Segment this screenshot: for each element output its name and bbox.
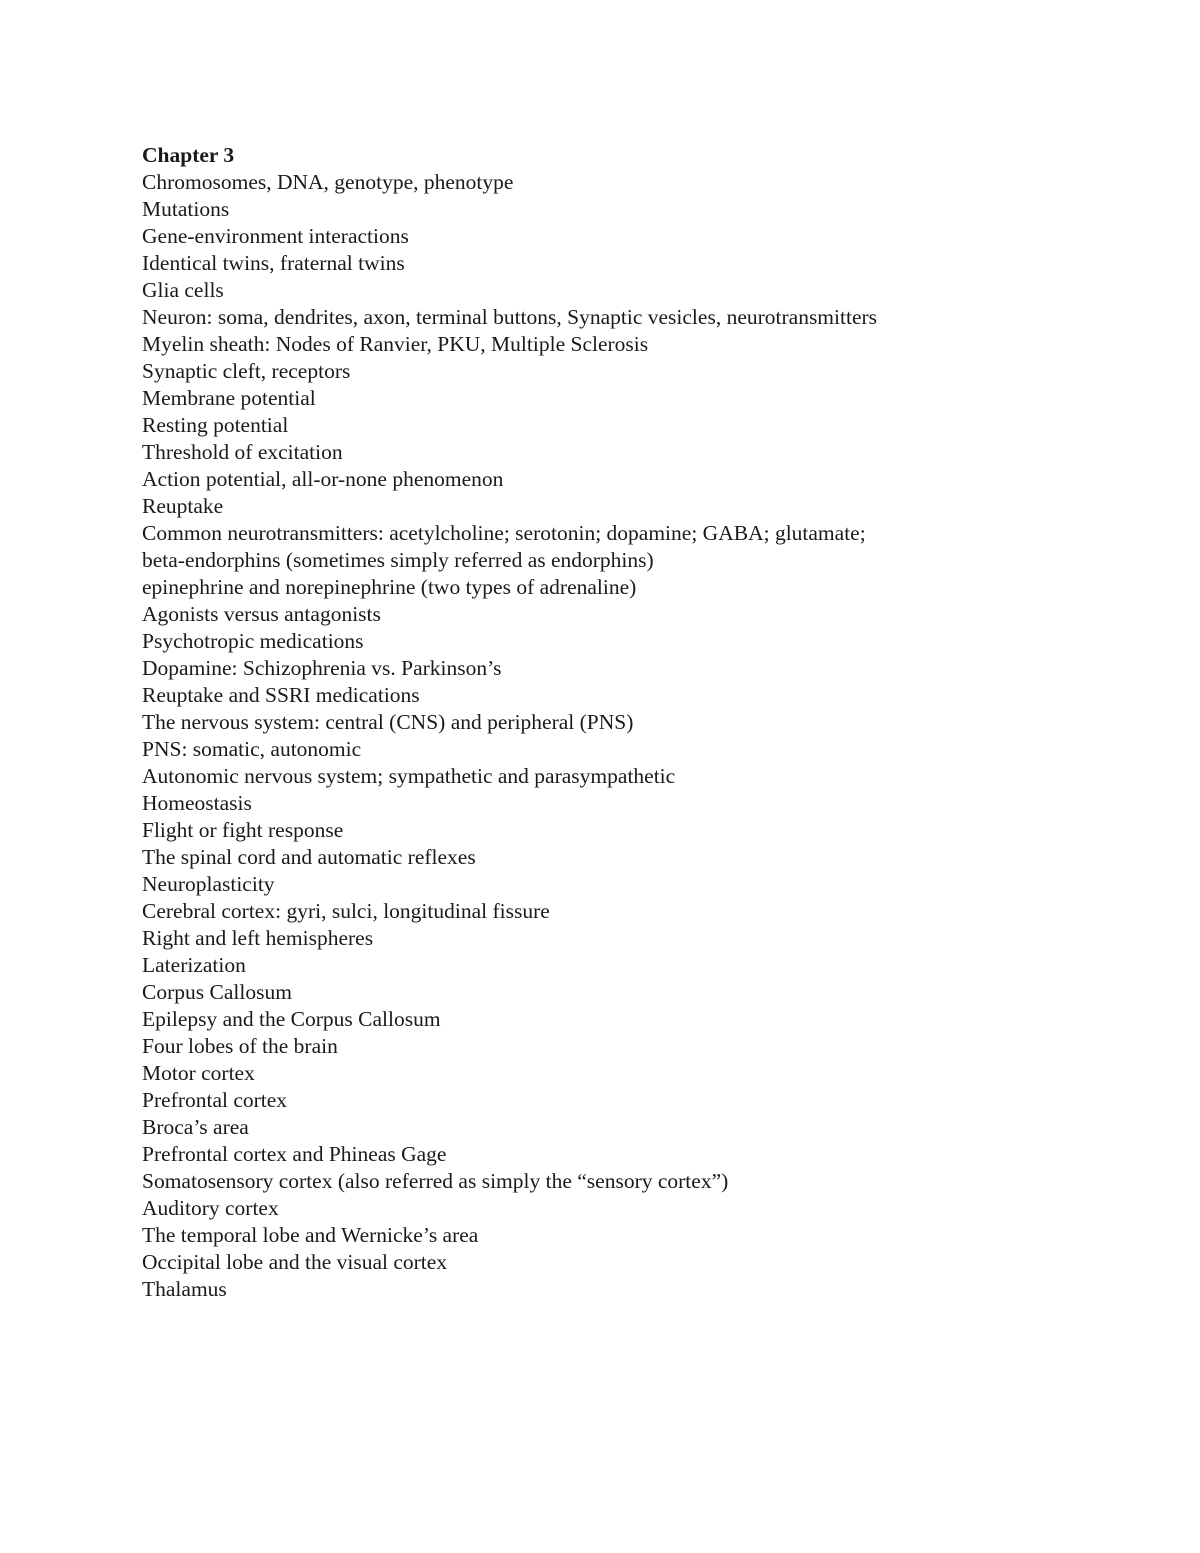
document-content: [142, 142, 1102, 1303]
topic-item: Flight or fight response: [142, 818, 344, 842]
topic-item: Epilepsy and the Corpus Callosum: [142, 1007, 441, 1031]
topic-item: Corpus Callosum: [142, 980, 292, 1004]
topic-item: Neuroplasticity: [142, 872, 275, 896]
topic-item: Dopamine: Schizophrenia vs. Parkinson’s: [142, 656, 502, 680]
topic-item: Common neurotransmitters: acetylcholine; serotonin; dopamine; GABA; glutamate;: [142, 521, 866, 545]
topic-item: Membrane potential: [142, 386, 316, 410]
topic-item: The temporal lobe and Wernicke’s area: [142, 1223, 479, 1247]
topic-item: Threshold of excitation: [142, 440, 343, 464]
topic-item: Cerebral cortex: gyri, sulci, longitudinal fissure: [142, 899, 550, 923]
topic-item: PNS: somatic, autonomic: [142, 737, 362, 761]
topic-item: Agonists versus antagonists: [142, 602, 381, 626]
topic-item: Glia cells: [142, 278, 224, 302]
topic-list: [142, 169, 1102, 1303]
topic-item: Auditory cortex: [142, 1196, 279, 1220]
topic-item: The spinal cord and automatic reflexes: [142, 845, 476, 869]
topic-item: Right and left hemispheres: [142, 926, 374, 950]
topic-item: Action potential, all-or-none phenomenon: [142, 467, 504, 491]
topic-item: Myelin sheath: Nodes of Ranvier, PKU, Multiple Sclerosis: [142, 332, 649, 356]
topic-item: Thalamus: [142, 1277, 227, 1301]
topic-item: epinephrine and norepinephrine (two types of adrenaline): [142, 575, 637, 599]
topic-item: Broca’s area: [142, 1115, 249, 1139]
topic-item: Homeostasis: [142, 791, 252, 815]
topic-item: Prefrontal cortex: [142, 1088, 288, 1112]
chapter-title: Chapter 3: [142, 143, 235, 167]
topic-item: Mutations: [142, 197, 230, 221]
topic-item: Psychotropic medications: [142, 629, 364, 653]
topic-item: Reuptake: [142, 494, 224, 518]
topic-item: Synaptic cleft, receptors: [142, 359, 351, 383]
topic-item: Gene-environment interactions: [142, 224, 409, 248]
topic-item: Neuron: soma, dendrites, axon, terminal buttons, Synaptic vesicles, neurotransmitters: [142, 305, 878, 329]
topic-item: Occipital lobe and the visual cortex: [142, 1250, 448, 1274]
topic-item: Laterization: [142, 953, 246, 977]
topic-item: Somatosensory cortex (also referred as simply the “sensory cortex”): [142, 1169, 729, 1193]
topic-item: Four lobes of the brain: [142, 1034, 338, 1058]
topic-item: Motor cortex: [142, 1061, 255, 1085]
topic-item: Identical twins, fraternal twins: [142, 251, 405, 275]
topic-item: Prefrontal cortex and Phineas Gage: [142, 1142, 447, 1166]
topic-item: beta-endorphins (sometimes simply referred as endorphins): [142, 548, 654, 572]
topic-item: Chromosomes, DNA, genotype, phenotype: [142, 170, 514, 194]
topic-item: The nervous system: central (CNS) and peripheral (PNS): [142, 710, 634, 734]
topic-item: Autonomic nervous system; sympathetic and parasympathetic: [142, 764, 676, 788]
topic-item: Resting potential: [142, 413, 289, 437]
topic-item: Reuptake and SSRI medications: [142, 683, 420, 707]
